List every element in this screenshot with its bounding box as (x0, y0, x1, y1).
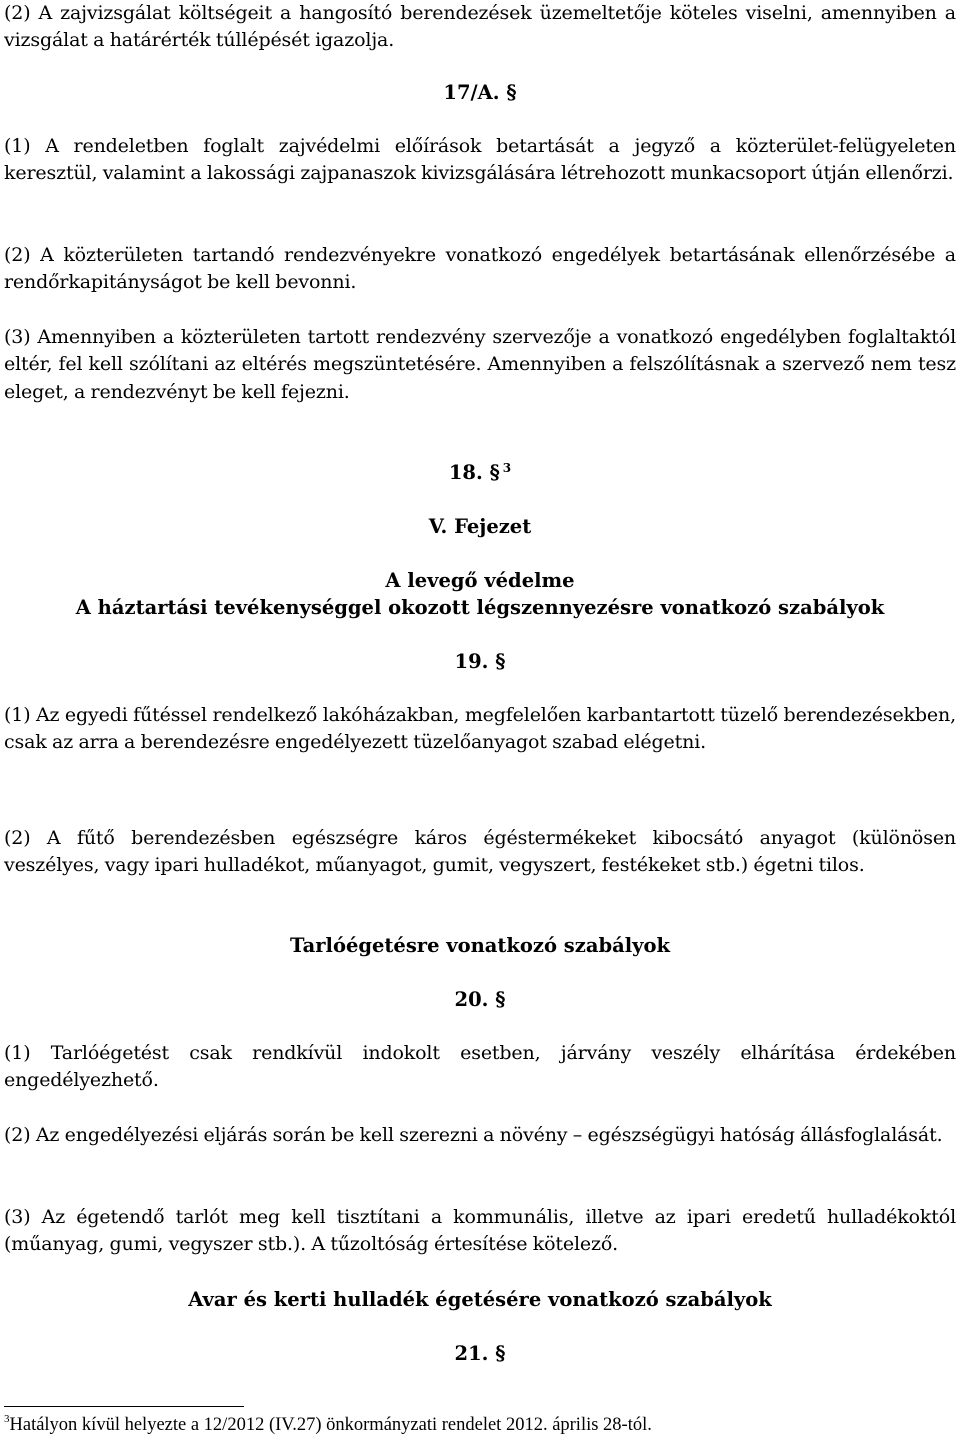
paragraph-17-2: (2) A zajvizsgálat költségeit a hangosító berendezések üzemeltetője köteles viselni, amennyiben a vizsgálat a határérték túllépését igazolja. (4, 2, 956, 52)
footnote-separator (4, 1406, 244, 1407)
paragraph-17a-3: (3) Amennyiben a közterületen tartott rendezvény szervezője a vonatkozó engedélyben foglaltaktól eltér, fel kell szólítani az eltérés megszüntetésére. Amennyiben a felszólításnak a szervező nem tesz eleget, a rendezvényt be kell fejezni. (4, 326, 956, 403)
title-leaf-burning: Avar és kerti hulladék égetésére vonatkozó szabályok (188, 1288, 772, 1311)
chapter-title: V. Fejezet (428, 515, 532, 538)
section-heading-21: 21. § (454, 1342, 506, 1365)
footnote-text: Hatályon kívül helyezte a 12/2012 (IV.27) önkormányzati rendelet 2012. április 28-tól. (9, 1415, 652, 1435)
paragraph-20-3: (3) Az égetendő tarlót meg kell tisztítani a kommunális, illetve az ipari eredetű hulladékoktól (műanyag, gumi, vegyszer stb.). A tűzoltóság értesítése kötelező. (4, 1206, 956, 1256)
paragraph-19-2: (2) A fűtő berendezésben egészségre káros égéstermékeket kibocsátó anyagot (különösen veszélyes, vagy ipari hulladékot, műanyagot, gumit, vegyszert, festékeket stb.) égetni tilos. (4, 827, 956, 877)
section-heading-18 (4, 459, 956, 489)
footnote-reference: 3 (502, 461, 512, 475)
paragraph-20-2: (2) Az engedélyezési eljárás során be kell szerezni a növény – egészségügyi hatóság állásfoglalását. (4, 1124, 943, 1146)
section-heading-18-label: 18. § (448, 461, 500, 484)
footnote (4, 1412, 652, 1440)
paragraph-17a-2: (2) A közterületen tartandó rendezvényekre vonatkozó engedélyek betartásának ellenőrzésébe a rendőrkapitányságot be kell bevonni. (4, 244, 956, 294)
document-page (4, 0, 956, 1444)
title-household-pollution: A háztartási tevékenységgel okozott légszennyezésre vonatkozó szabályok (75, 596, 885, 619)
section-heading-19: 19. § (454, 650, 506, 673)
title-air-protection: A levegő védelme (385, 569, 575, 592)
paragraph-17a-1: (1) A rendeletben foglalt zajvédelmi előírások betartását a jegyző a közterület-felügyeleten keresztül, valamint a lakossági zajpanaszok kivizsgálására létrehozott munkacsoport útján ellenőrzi. (4, 135, 956, 185)
paragraph-19-1: (1) Az egyedi fűtéssel rendelkező lakóházakban, megfelelően karbantartott tüzelő berendezésekben, csak az arra a berendezésre engedélyezett tüzelőanyagot szabad elégetni. (4, 704, 956, 754)
section-heading-20: 20. § (454, 988, 506, 1011)
title-stubble-burning: Tarlóégetésre vonatkozó szabályok (289, 934, 671, 957)
section-heading-17a: 17/A. § (443, 81, 517, 104)
footnote-mark: 3 (4, 1413, 10, 1425)
paragraph-20-1: (1) Tarlóégetést csak rendkívül indokolt esetben, járvány veszély elhárítása érdekében engedélyezhető. (4, 1042, 956, 1092)
